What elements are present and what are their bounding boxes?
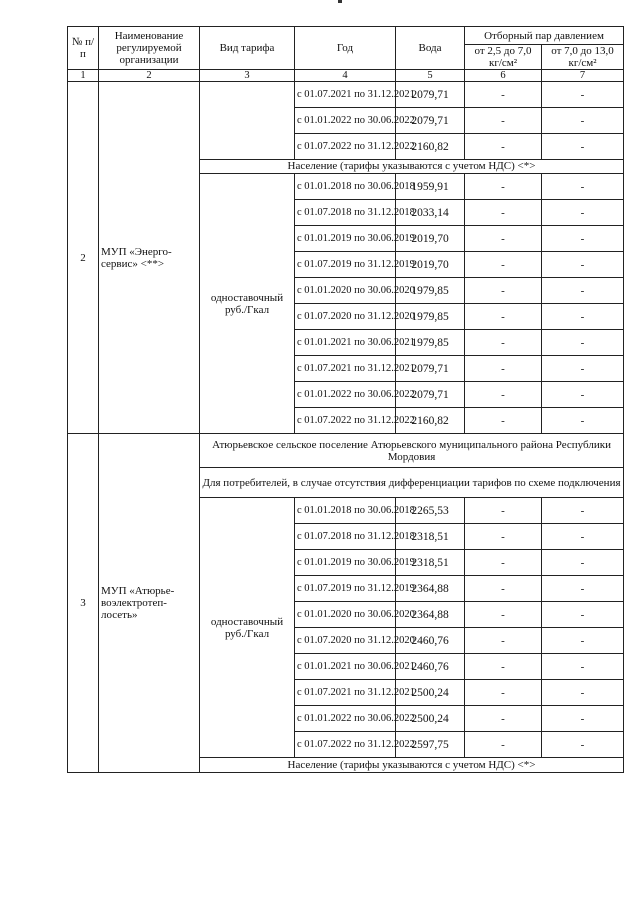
period-cell: с 01.07.2018 по 31.12.2018: [295, 524, 396, 550]
steam-high-value: -: [542, 576, 624, 602]
steam-high-value: -: [542, 408, 624, 434]
steam-low-value: -: [465, 654, 542, 680]
period-cell: с 01.01.2018 по 30.06.2018: [295, 174, 396, 200]
steam-low-value: -: [465, 408, 542, 434]
period-cell: с 01.01.2022 по 30.06.2022: [295, 706, 396, 732]
header-steam: Отборный пар давлением: [465, 27, 624, 45]
tariff-type-cell: одноставочный руб./Гкал: [200, 498, 295, 758]
steam-high-value: -: [542, 134, 624, 160]
water-value: 2318,51: [396, 550, 465, 576]
tariff-table: [67, 26, 624, 773]
steam-low-value: -: [465, 732, 542, 758]
steam-low-value: -: [465, 200, 542, 226]
steam-low-value: -: [465, 82, 542, 108]
water-value: 1979,85: [396, 278, 465, 304]
steam-low-value: -: [465, 498, 542, 524]
water-value: 2364,88: [396, 576, 465, 602]
water-value: 2019,70: [396, 226, 465, 252]
steam-high-value: -: [542, 732, 624, 758]
period-cell: с 01.07.2021 по 31.12.2021: [295, 82, 396, 108]
page-mark: [338, 0, 342, 3]
water-value: 2160,82: [396, 408, 465, 434]
column-index-row: [68, 70, 624, 82]
steam-high-value: -: [542, 706, 624, 732]
steam-low-value: -: [465, 576, 542, 602]
period-cell: с 01.07.2021 по 31.12.2021: [295, 680, 396, 706]
steam-low-value: -: [465, 628, 542, 654]
period-cell: с 01.07.2021 по 31.12.2021: [295, 356, 396, 382]
column-index: 5: [396, 70, 465, 82]
column-index: 3: [200, 70, 295, 82]
row-number: 3: [68, 434, 99, 773]
period-cell: с 01.07.2022 по 31.12.2022: [295, 408, 396, 434]
steam-high-value: -: [542, 602, 624, 628]
steam-low-value: -: [465, 680, 542, 706]
steam-high-value: -: [542, 108, 624, 134]
steam-low-value: -: [465, 382, 542, 408]
steam-low-value: -: [465, 356, 542, 382]
water-value: 2033,14: [396, 200, 465, 226]
steam-high-value: -: [542, 680, 624, 706]
tariff-type-cell: одноставочный руб./Гкал: [200, 174, 295, 434]
period-cell: с 01.01.2019 по 30.06.2019: [295, 550, 396, 576]
header-steam-high: от 7,0 до 13,0 кг/см²: [542, 45, 624, 70]
water-value: 2460,76: [396, 628, 465, 654]
period-cell: с 01.01.2022 по 30.06.2022: [295, 108, 396, 134]
water-value: 1959,91: [396, 174, 465, 200]
water-value: 2079,71: [396, 108, 465, 134]
period-cell: с 01.01.2018 по 30.06.2018: [295, 498, 396, 524]
population-note: Население (тарифы указываются с учетом НДС) <*>: [200, 758, 624, 773]
water-value: 2160,82: [396, 134, 465, 160]
water-value: 2265,53: [396, 498, 465, 524]
steam-high-value: -: [542, 550, 624, 576]
water-value: 2318,51: [396, 524, 465, 550]
organization-name: МУП «Атюрье-воэлектротеп-лосеть»: [99, 434, 200, 773]
water-value: 2079,71: [396, 356, 465, 382]
column-index: 4: [295, 70, 396, 82]
water-value: 2460,76: [396, 654, 465, 680]
period-cell: с 01.07.2020 по 31.12.2020: [295, 628, 396, 654]
water-value: 1979,85: [396, 304, 465, 330]
period-cell: с 01.01.2022 по 30.06.2022: [295, 382, 396, 408]
steam-high-value: -: [542, 356, 624, 382]
steam-high-value: -: [542, 654, 624, 680]
steam-low-value: -: [465, 134, 542, 160]
population-note: Население (тарифы указываются с учетом НДС) <*>: [200, 160, 624, 174]
period-cell: с 01.01.2020 по 30.06.2020: [295, 278, 396, 304]
steam-high-value: -: [542, 330, 624, 356]
header-water: Вода: [396, 27, 465, 70]
period-cell: с 01.07.2019 по 31.12.2019: [295, 576, 396, 602]
steam-low-value: -: [465, 706, 542, 732]
water-value: 2500,24: [396, 680, 465, 706]
water-value: 2079,71: [396, 82, 465, 108]
table-row: [68, 82, 624, 108]
column-index: 2: [99, 70, 200, 82]
water-value: 2079,71: [396, 382, 465, 408]
water-value: 2597,75: [396, 732, 465, 758]
steam-high-value: -: [542, 82, 624, 108]
column-index: 7: [542, 70, 624, 82]
settlement-name: Атюрьевское сельское поселение Атюрьевского муниципального района Республики Мордовия: [200, 434, 624, 468]
column-index: 1: [68, 70, 99, 82]
header-year: Год: [295, 27, 396, 70]
steam-high-value: -: [542, 252, 624, 278]
steam-low-value: -: [465, 602, 542, 628]
steam-low-value: -: [465, 278, 542, 304]
steam-high-value: -: [542, 174, 624, 200]
steam-high-value: -: [542, 304, 624, 330]
steam-low-value: -: [465, 174, 542, 200]
header-steam-low: от 2,5 до 7,0 кг/см²: [465, 45, 542, 70]
water-value: 1979,85: [396, 330, 465, 356]
header-num: № п/п: [68, 27, 99, 70]
steam-high-value: -: [542, 524, 624, 550]
steam-low-value: -: [465, 252, 542, 278]
period-cell: с 01.01.2021 по 30.06.2021: [295, 654, 396, 680]
consumers-note: Для потребителей, в случае отсутствия дифференциации тарифов по схеме подключения: [200, 468, 624, 498]
steam-high-value: -: [542, 382, 624, 408]
organization-name: МУП «Энерго-сервис» <**>: [99, 82, 200, 434]
period-cell: с 01.01.2021 по 30.06.2021: [295, 330, 396, 356]
steam-low-value: -: [465, 524, 542, 550]
water-value: 2019,70: [396, 252, 465, 278]
period-cell: с 01.07.2022 по 31.12.2022: [295, 134, 396, 160]
header-org: Наименование регулируемой организации: [99, 27, 200, 70]
steam-high-value: -: [542, 278, 624, 304]
steam-low-value: -: [465, 108, 542, 134]
steam-high-value: -: [542, 498, 624, 524]
column-index: 6: [465, 70, 542, 82]
period-cell: с 01.01.2020 по 30.06.2020: [295, 602, 396, 628]
steam-high-value: -: [542, 200, 624, 226]
water-value: 2364,88: [396, 602, 465, 628]
steam-low-value: -: [465, 330, 542, 356]
period-cell: с 01.07.2020 по 31.12.2020: [295, 304, 396, 330]
steam-low-value: -: [465, 304, 542, 330]
period-cell: с 01.07.2019 по 31.12.2019: [295, 252, 396, 278]
water-value: 2500,24: [396, 706, 465, 732]
tariff-type-cell: [200, 82, 295, 160]
period-cell: с 01.07.2022 по 31.12.2022: [295, 732, 396, 758]
header-tariff-type: Вид тарифа: [200, 27, 295, 70]
steam-low-value: -: [465, 550, 542, 576]
steam-low-value: -: [465, 226, 542, 252]
period-cell: с 01.07.2018 по 31.12.2018: [295, 200, 396, 226]
period-cell: с 01.01.2019 по 30.06.2019: [295, 226, 396, 252]
steam-high-value: -: [542, 226, 624, 252]
row-number: 2: [68, 82, 99, 434]
settlement-row: [68, 434, 624, 468]
steam-high-value: -: [542, 628, 624, 654]
